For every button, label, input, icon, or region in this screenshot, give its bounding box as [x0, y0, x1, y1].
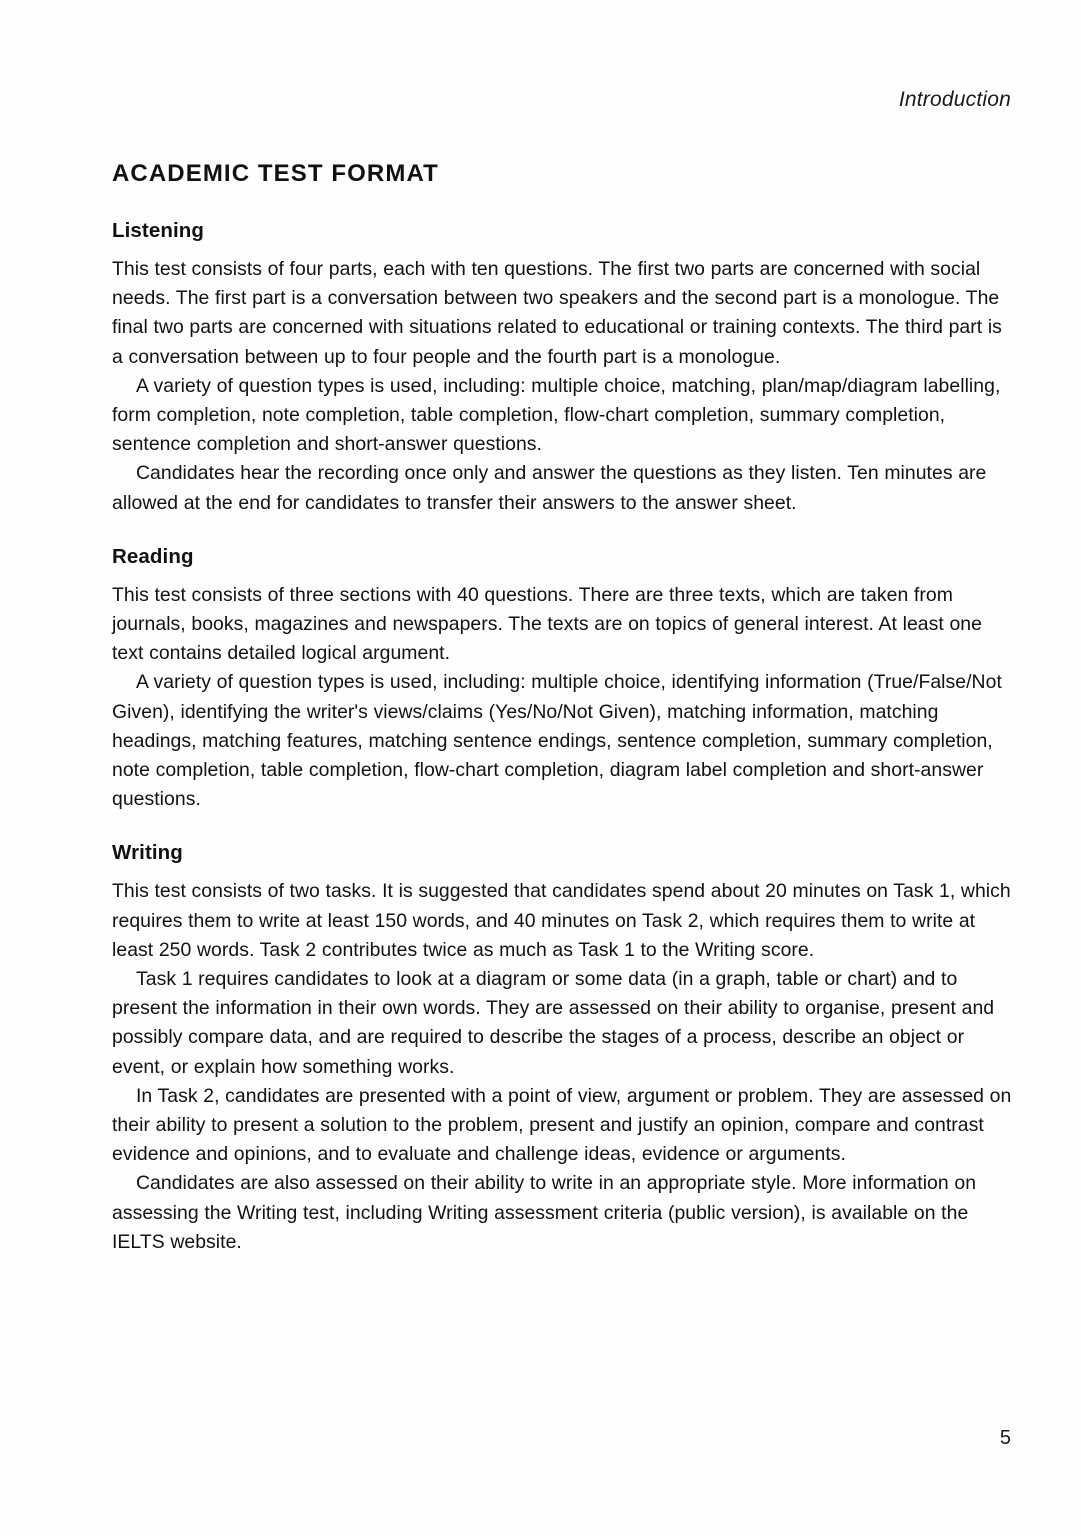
section-heading-listening: Listening: [112, 219, 205, 242]
page-title: ACADEMIC TEST FORMAT: [112, 160, 439, 187]
paragraph: A variety of question types is used, including: multiple choice, matching, plan/map/diagram labelling, form completion, note completion, table completion, flow-chart completion, summary completion, sentence completion and short-answer questions.: [112, 374, 1001, 456]
paragraph: This test consists of three sections with 40 questions. There are three texts, which are taken from journals, books, magazines and newspapers. The texts are on topics of general interest. At least one text contains detailed logical argument.: [112, 583, 982, 665]
paragraph: In Task 2, candidates are presented with a point of view, argument or problem. They are assessed on their ability to present a solution to the problem, present and justify an opinion, compare and contrast evidence and opinions, and to evaluate and challenge ideas, evidence or arguments.: [112, 1084, 1012, 1166]
paragraph: A variety of question types is used, including: multiple choice, identifying information (True/False/Not Given), identifying the writer's views/claims (Yes/No/Not Given), matching information, matching headings, matching features, matching sentence endings, sentence completion, summary completion, note completion, table completion, flow-chart completion, diagram label completion and short-answer questions.: [112, 671, 1002, 811]
running-head: Introduction: [898, 88, 1011, 111]
section-heading-writing: Writing: [112, 841, 183, 865]
text-column: [112, 158, 1014, 1257]
paragraph: This test consists of four parts, each with ten questions. The first two parts are concerned with social needs. The first part is a conversation between two speakers and the second part is a monologue. The final two parts are concerned with situations related to educational or training contexts. The third part is a conversation between up to four people and the fourth part is a monologue.: [112, 258, 1002, 368]
paragraph: Task 1 requires candidates to look at a diagram or some data (in a graph, table or chart) and to present the information in their own words. They are assessed on their ability to organise, present and possibly compare data, and are required to describe the stages of a process, describe an object or event, or explain how something works.: [112, 968, 995, 1078]
paragraph: This test consists of two tasks. It is suggested that candidates spend about 20 minutes on Task 1, which requires them to write at least 150 words, and 40 minutes on Task 2, which requires them to write at least 250 words. Task 2 contributes twice as much as Task 1 to the Writing score.: [112, 880, 1011, 961]
paragraph: Candidates hear the recording once only and answer the questions as they listen. Ten minutes are allowed at the end for candidates to transfer their answers to the answer sheet.: [112, 462, 987, 514]
page-number: 5: [999, 1427, 1011, 1449]
paragraph: Candidates are also assessed on their ability to write in an appropriate style. More information on assessing the Writing test, including Writing assessment criteria (public version), is available on the IELTS website.: [112, 1172, 977, 1253]
section-heading-reading: Reading: [112, 544, 194, 568]
